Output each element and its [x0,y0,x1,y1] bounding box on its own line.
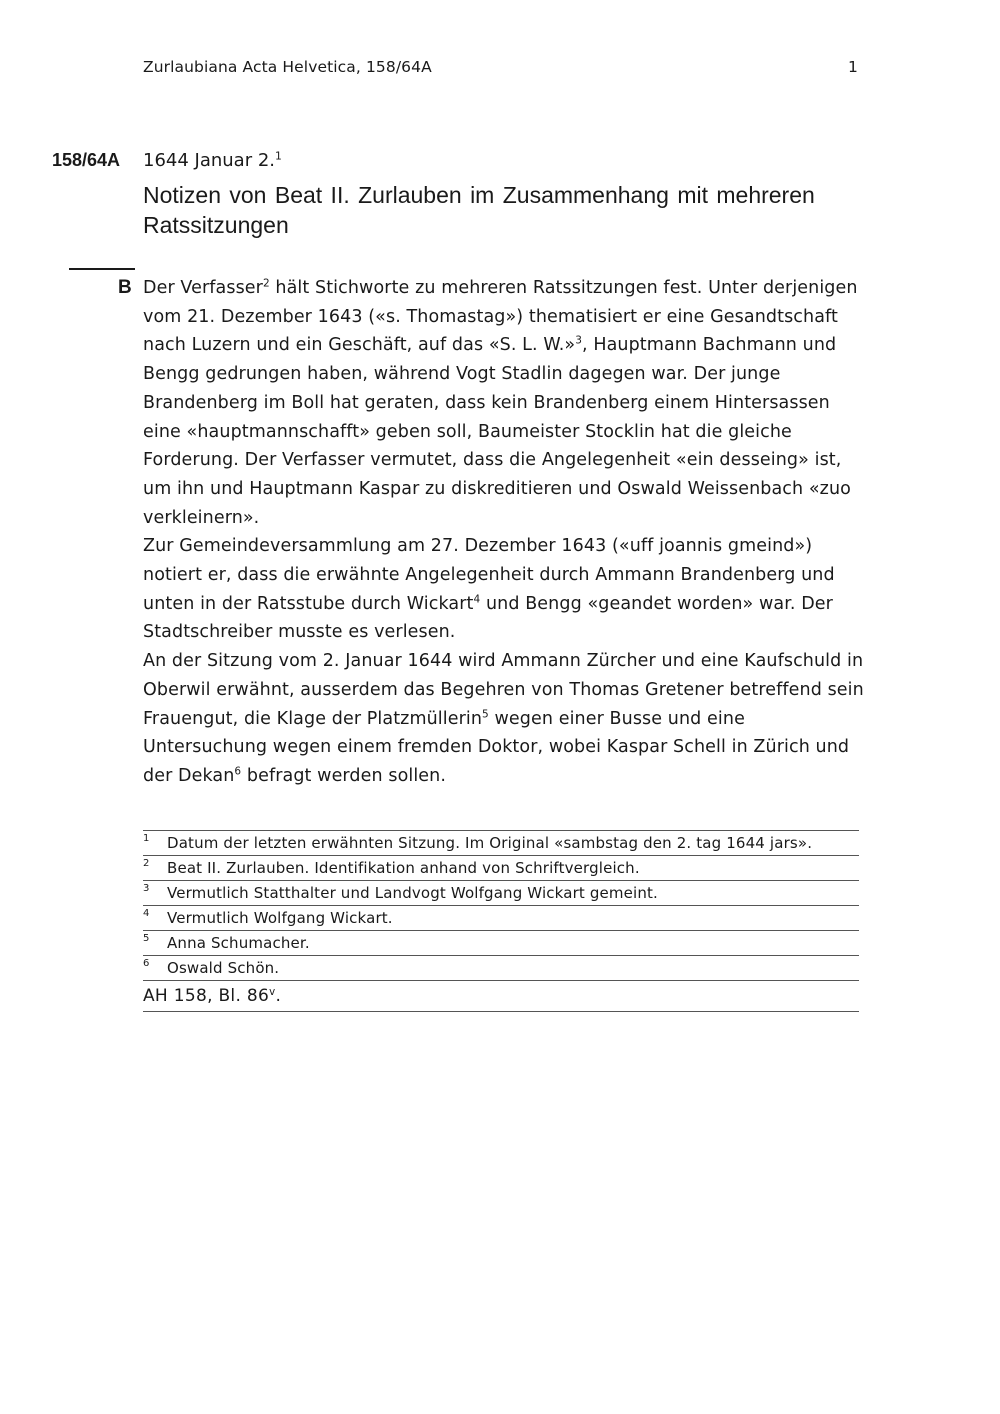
text-run: An der Sitzung vom 2. Januar 1644 wird Ammann Zürcher und eine Kaufschuld in Oberwil erwähnt, ausserdem das Begehren von Thomas Gretener betreffend sein Frauengut, die Klage der Platzmüllerin [143,651,864,729]
source-reference [143,980,859,1012]
source-verso: v [269,986,276,998]
footnote-mark: 4 [143,908,150,919]
source-end: . [275,986,282,1006]
text-run: , Hauptmann Bachmann und Bengg gedrungen haben, während Vogt Stadlin dagegen war. Der junge Brandenberg im Boll hat geraten, dass kein Brandenberg einem Hintersassen eine «hauptmannschafft» geben soll, Baumeister Stocklin hat die gleiche Forderung. Der Verfasser vermutet, dass die Angelegenheit «ein desseing» ist, um ihn und Hauptmann Kaspar zu diskreditieren und Oswald Weissenbach «zuo verkleinern». [143,335,851,528]
footnote-text: Vermutlich Statthalter und Landvogt Wolfgang Wickart gemeint. [167,884,658,902]
footnote [143,930,859,955]
footnote [143,955,859,980]
running-title: Zurlaubiana Acta Helvetica, 158/64A [143,58,432,76]
footnote-ref[interactable]: 5 [482,708,489,721]
footnote-ref[interactable]: 4 [473,593,481,606]
footnote-ref[interactable]: 6 [234,765,242,778]
paragraph [143,274,868,532]
footnote-mark: 6 [143,958,150,969]
text-run: und Bengg «geandet worden» war. Der Stadtschreiber musste es verlesen. [143,593,833,643]
footnote-ref[interactable]: 2 [262,277,270,290]
footnotes [143,830,859,1012]
section-label: B [118,277,132,298]
footnote-text: Oswald Schön. [167,959,280,977]
summary-text [143,274,868,791]
footnote [143,880,859,905]
running-header [143,58,858,76]
document-number: 158/64A [52,150,121,170]
section-rule [69,268,135,270]
footnote-mark: 3 [143,883,150,894]
text-run: Der Verfasser [143,278,263,298]
footnote-mark: 1 [143,833,150,844]
text-run: befragt werden sollen. [241,765,447,786]
footnote-ref[interactable]: 1 [275,149,282,163]
footnote-text: Anna Schumacher. [167,934,310,952]
footnote-mark: 5 [143,933,150,944]
footnote [143,830,859,855]
footnote-text: Beat II. Zurlauben. Identifikation anhand von Schriftvergleich. [167,859,640,877]
document-title: Notizen von Beat II. Zurlauben im Zusammenhang mit mehreren Ratssitzungen [143,182,815,238]
paragraph [143,647,868,791]
paragraph [143,532,868,647]
text-run: hält Stichworte zu mehreren Ratssitzungen fest. Unter derjenigen vom 21. Dezember 1643 («s. Thomastag») thematisiert er eine Gesandtschaft nach Luzern und ein Geschäft, auf das «S. L. W.» [143,278,858,356]
footnote-text: Vermutlich Wolfgang Wickart. [167,909,393,927]
text-run: Zur Gemeindeversammlung am 27. Dezember 1643 («uff joannis gmeind») notiert er, dass die erwähnte Angelegenheit durch Ammann Brandenberg und unten in der Ratsstube durch Wickart [143,536,835,614]
source-text: AH 158, Bl. 86 [143,986,270,1006]
document-date [143,150,282,171]
date-text: 1644 Januar 2. [143,150,276,171]
page-number: 1 [848,58,858,76]
text-run: wegen einer Busse und eine Untersuchung wegen einem fremden Doktor, wobei Kaspar Schell in Zürich und der Dekan [143,708,850,786]
footnote [143,855,859,880]
footnote-mark: 2 [143,858,150,869]
footnote [143,905,859,930]
footnote-ref[interactable]: 3 [575,335,582,348]
footnote-text: Datum der letzten erwähnten Sitzung. Im Original «sambstag den 2. tag 1644 jars». [167,834,813,852]
